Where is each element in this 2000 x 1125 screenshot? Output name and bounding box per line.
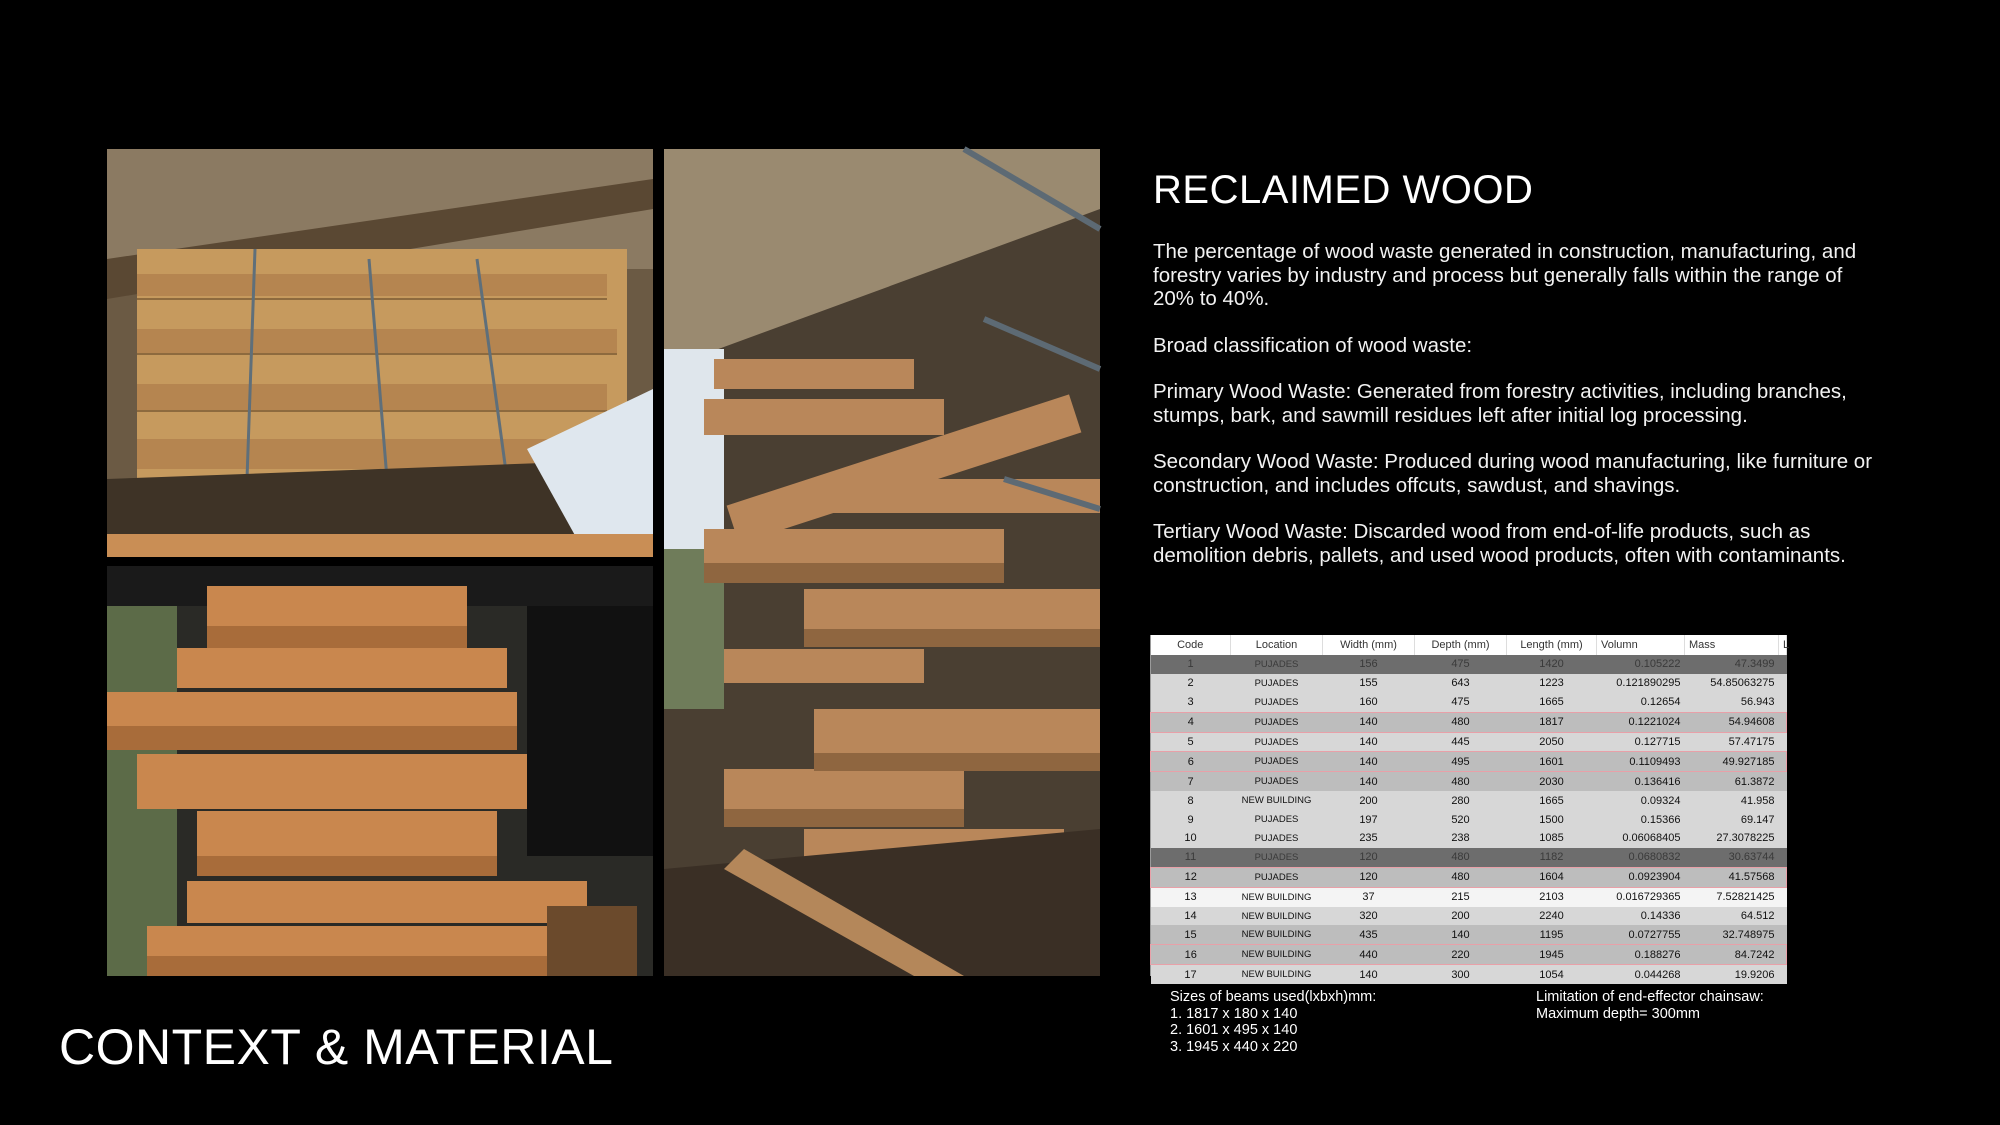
cell-location: NEW BUILDING	[1231, 925, 1323, 944]
cell-volume: 0.016729365	[1597, 887, 1685, 906]
cell-width: 440	[1323, 945, 1415, 965]
cell-location: PUJADES	[1231, 772, 1323, 791]
cell-extra	[1779, 655, 1787, 674]
table-row	[1151, 829, 1787, 848]
page-title: RECLAIMED WOOD	[1153, 168, 1534, 212]
cell-depth: 480	[1415, 772, 1507, 791]
cell-width: 197	[1323, 810, 1415, 829]
cell-depth: 480	[1415, 848, 1507, 867]
table-row	[1151, 887, 1787, 906]
beam-size-item: 2. 1601 x 495 x 140	[1170, 1022, 1298, 1038]
cell-depth: 220	[1415, 945, 1507, 965]
cell-depth: 520	[1415, 810, 1507, 829]
cell-depth: 280	[1415, 791, 1507, 810]
cell-extra	[1779, 907, 1787, 926]
cell-depth: 215	[1415, 887, 1507, 906]
cell-depth: 495	[1415, 752, 1507, 772]
cell-extra	[1779, 925, 1787, 944]
cell-length: 1604	[1507, 867, 1597, 887]
cell-volume: 0.121890295	[1597, 674, 1685, 693]
header-volume: Volumn	[1597, 635, 1685, 655]
beam-size-item: 3. 1945 x 440 x 220	[1170, 1038, 1298, 1055]
cell-mass: 19.9206	[1685, 965, 1779, 984]
cell-mass: 56.943	[1685, 693, 1779, 712]
cell-location: PUJADES	[1231, 693, 1323, 712]
table-header-row	[1151, 635, 1787, 655]
cell-code: 4	[1151, 712, 1231, 732]
cell-extra	[1779, 945, 1787, 965]
cell-volume: 0.1109493	[1597, 752, 1685, 772]
header-code: Code	[1151, 635, 1231, 655]
cell-length: 2103	[1507, 887, 1597, 906]
table-row	[1151, 732, 1787, 752]
paragraph-classification-intro: Broad classification of wood waste:	[1153, 333, 1473, 357]
cell-length: 2240	[1507, 907, 1597, 926]
cell-location: PUJADES	[1231, 712, 1323, 732]
cell-extra	[1779, 867, 1787, 887]
table-row	[1151, 925, 1787, 944]
table-row	[1151, 712, 1787, 732]
cell-location: PUJADES	[1231, 810, 1323, 829]
cell-mass: 64.512	[1685, 907, 1779, 926]
cell-extra	[1779, 887, 1787, 906]
cell-code: 15	[1151, 925, 1231, 944]
cell-length: 1182	[1507, 848, 1597, 867]
table-row	[1151, 674, 1787, 693]
cell-volume: 0.12654	[1597, 693, 1685, 712]
cell-width: 140	[1323, 965, 1415, 984]
table-row	[1151, 848, 1787, 867]
cell-location: PUJADES	[1231, 752, 1323, 772]
cell-extra	[1779, 965, 1787, 984]
cell-location: NEW BUILDING	[1231, 907, 1323, 926]
cell-location: NEW BUILDING	[1231, 965, 1323, 984]
cell-location: PUJADES	[1231, 867, 1323, 887]
header-depth: Depth (mm)	[1415, 635, 1507, 655]
cell-volume: 0.044268	[1597, 965, 1685, 984]
header-width: Width (mm)	[1323, 635, 1415, 655]
cell-mass: 54.85063275	[1685, 674, 1779, 693]
section-title: CONTEXT & MATERIAL	[59, 1019, 614, 1075]
cell-volume: 0.09324	[1597, 791, 1685, 810]
table-row	[1151, 791, 1787, 810]
cell-length: 1223	[1507, 674, 1597, 693]
table-row	[1151, 752, 1787, 772]
cell-location: NEW BUILDING	[1231, 887, 1323, 906]
cell-location: PUJADES	[1231, 674, 1323, 693]
cell-mass: 54.94608	[1685, 712, 1779, 732]
table-row	[1151, 772, 1787, 791]
photo-timber-pile	[107, 566, 653, 976]
cell-length: 2050	[1507, 732, 1597, 752]
cell-length: 1500	[1507, 810, 1597, 829]
cell-location: PUJADES	[1231, 655, 1323, 674]
cell-mass: 41.57568	[1685, 867, 1779, 887]
description-text	[1153, 240, 1873, 590]
cell-extra	[1779, 693, 1787, 712]
cell-length: 2030	[1507, 772, 1597, 791]
cell-volume: 0.136416	[1597, 772, 1685, 791]
chainsaw-limit-note	[1536, 989, 1764, 1022]
cell-code: 8	[1151, 791, 1231, 810]
header-extra: L	[1779, 635, 1787, 655]
cell-depth: 140	[1415, 925, 1507, 944]
header-length: Length (mm)	[1507, 635, 1597, 655]
cell-length: 1195	[1507, 925, 1597, 944]
cell-length: 1945	[1507, 945, 1597, 965]
cell-code: 13	[1151, 887, 1231, 906]
cell-code: 2	[1151, 674, 1231, 693]
table-row	[1151, 965, 1787, 984]
cell-volume: 0.06068405	[1597, 829, 1685, 848]
cell-code: 5	[1151, 732, 1231, 752]
cell-width: 160	[1323, 693, 1415, 712]
cell-extra	[1779, 732, 1787, 752]
beam-sizes-title: Sizes of beams used(lxbxh)mm:	[1170, 989, 1377, 1005]
cell-width: 140	[1323, 732, 1415, 752]
cell-length: 1420	[1507, 655, 1597, 674]
cell-volume: 0.0727755	[1597, 925, 1685, 944]
table-row	[1151, 810, 1787, 829]
cell-depth: 475	[1415, 655, 1507, 674]
cell-length: 1085	[1507, 829, 1597, 848]
cell-mass: 47.3499	[1685, 655, 1779, 674]
cell-volume: 0.127715	[1597, 732, 1685, 752]
cell-location: NEW BUILDING	[1231, 945, 1323, 965]
cell-volume: 0.15366	[1597, 810, 1685, 829]
cell-extra	[1779, 772, 1787, 791]
beam-inventory-table	[1150, 635, 1790, 981]
cell-depth: 300	[1415, 965, 1507, 984]
table-row	[1151, 693, 1787, 712]
cell-code: 17	[1151, 965, 1231, 984]
cell-extra	[1779, 674, 1787, 693]
paragraph-waste-percentage: The percentage of wood waste generated in construction, manufacturing, and forestry varies by industry and process but generally falls within the range of 20% to 40%.	[1153, 240, 1857, 310]
cell-location: NEW BUILDING	[1231, 791, 1323, 810]
table-row	[1151, 655, 1787, 674]
table-row	[1151, 907, 1787, 926]
cell-code: 12	[1151, 867, 1231, 887]
paragraph-secondary-waste: Secondary Wood Waste: Produced during wood manufacturing, like furniture or construction, and includes offcuts, sawdust, and shavings.	[1153, 450, 1873, 497]
cell-code: 10	[1151, 829, 1231, 848]
cell-volume: 0.14336	[1597, 907, 1685, 926]
cell-volume: 0.0680832	[1597, 848, 1685, 867]
photo-stacked-timber-shelter	[107, 149, 653, 557]
cell-width: 156	[1323, 655, 1415, 674]
cell-length: 1665	[1507, 791, 1597, 810]
cell-volume: 0.0923904	[1597, 867, 1685, 887]
cell-volume: 0.188276	[1597, 945, 1685, 965]
cell-mass: 57.47175	[1685, 732, 1779, 752]
cell-volume: 0.105222	[1597, 655, 1685, 674]
cell-width: 200	[1323, 791, 1415, 810]
cell-depth: 480	[1415, 712, 1507, 732]
cell-length: 1665	[1507, 693, 1597, 712]
cell-length: 1054	[1507, 965, 1597, 984]
cell-code: 7	[1151, 772, 1231, 791]
cell-code: 3	[1151, 693, 1231, 712]
cell-extra	[1779, 752, 1787, 772]
cell-width: 120	[1323, 848, 1415, 867]
cell-width: 435	[1323, 925, 1415, 944]
beam-size-item: 1. 1817 x 180 x 140	[1170, 1005, 1298, 1022]
cell-width: 140	[1323, 752, 1415, 772]
cell-mass: 69.147	[1685, 810, 1779, 829]
cell-extra	[1779, 810, 1787, 829]
chainsaw-limit-text: Maximum depth= 300mm	[1536, 1005, 1700, 1022]
table-row	[1151, 867, 1787, 887]
cell-location: PUJADES	[1231, 829, 1323, 848]
cell-mass: 7.52821425	[1685, 887, 1779, 906]
cell-width: 235	[1323, 829, 1415, 848]
cell-depth: 480	[1415, 867, 1507, 887]
cell-code: 14	[1151, 907, 1231, 926]
cell-width: 155	[1323, 674, 1415, 693]
cell-code: 1	[1151, 655, 1231, 674]
cell-mass: 41.958	[1685, 791, 1779, 810]
cell-depth: 445	[1415, 732, 1507, 752]
cell-code: 16	[1151, 945, 1231, 965]
cell-extra	[1779, 791, 1787, 810]
cell-mass: 84.7242	[1685, 945, 1779, 965]
header-location: Location	[1231, 635, 1323, 655]
cell-depth: 475	[1415, 693, 1507, 712]
paragraph-primary-waste: Primary Wood Waste: Generated from forestry activities, including branches, stumps, bark, and sawmill residues left after initial log processing.	[1153, 380, 1847, 427]
cell-width: 140	[1323, 712, 1415, 732]
cell-depth: 643	[1415, 674, 1507, 693]
photo-timber-rack	[664, 149, 1100, 976]
beam-sizes-note	[1170, 989, 1376, 1055]
cell-extra	[1779, 712, 1787, 732]
header-mass: Mass	[1685, 635, 1779, 655]
chainsaw-limit-title: Limitation of end-effector chainsaw:	[1536, 989, 1764, 1005]
cell-width: 140	[1323, 772, 1415, 791]
cell-mass: 27.3078225	[1685, 829, 1779, 848]
cell-location: PUJADES	[1231, 848, 1323, 867]
cell-width: 320	[1323, 907, 1415, 926]
cell-width: 37	[1323, 887, 1415, 906]
paragraph-tertiary-waste: Tertiary Wood Waste: Discarded wood from end-of-life products, such as demolition debris, pallets, and used wood products, often with contaminants.	[1153, 520, 1846, 567]
table-row	[1151, 945, 1787, 965]
cell-volume: 0.1221024	[1597, 712, 1685, 732]
cell-code: 9	[1151, 810, 1231, 829]
cell-mass: 49.927185	[1685, 752, 1779, 772]
cell-extra	[1779, 848, 1787, 867]
cell-mass: 30.63744	[1685, 848, 1779, 867]
cell-code: 6	[1151, 752, 1231, 772]
cell-width: 120	[1323, 867, 1415, 887]
cell-location: PUJADES	[1231, 732, 1323, 752]
cell-mass: 61.3872	[1685, 772, 1779, 791]
cell-mass: 32.748975	[1685, 925, 1779, 944]
cell-code: 11	[1151, 848, 1231, 867]
cell-extra	[1779, 829, 1787, 848]
cell-length: 1817	[1507, 712, 1597, 732]
cell-depth: 200	[1415, 907, 1507, 926]
cell-depth: 238	[1415, 829, 1507, 848]
cell-length: 1601	[1507, 752, 1597, 772]
